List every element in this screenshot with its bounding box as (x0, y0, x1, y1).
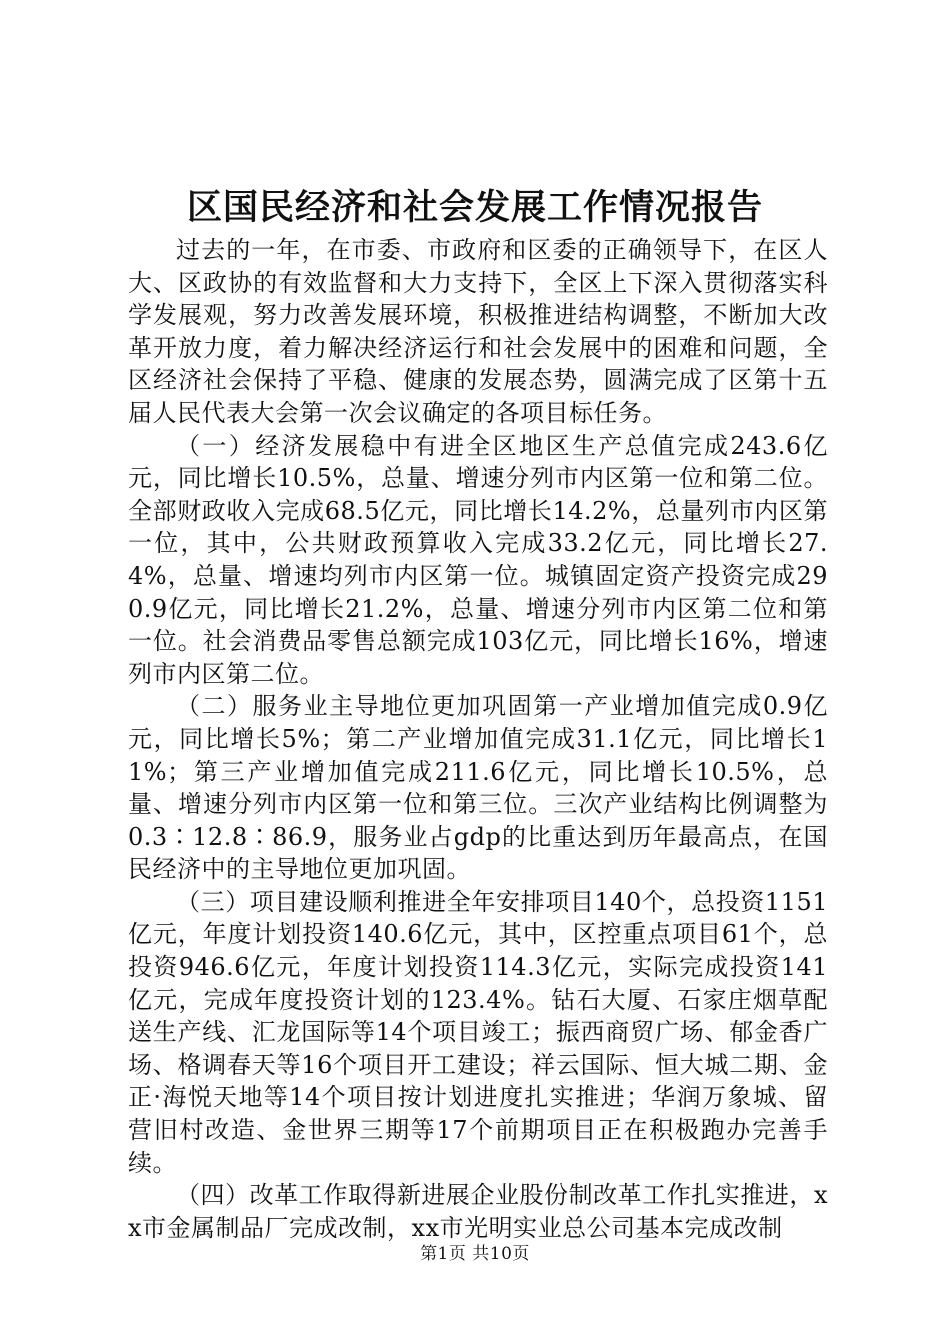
paragraph-economy: （一）经济发展稳中有进全区地区生产总值完成243.6亿元，同比增长10.5%，总量、增速分列市内区第一位和第二位。全部财政收入完成68.5亿元，同比增长14.2%，总量列市内区第一位，其中，公共财政预算收入完成33.2亿元，同比增长27.4%，总量、增速均列市内区第一位。城镇固定资产投资完成290.9亿元，同比增长21.2%，总量、增速分列市内区第二位和第一位。社会消费品零售总额完成103亿元，同比增长16%，增速列市内区第二位。 (128, 431, 828, 688)
page-footer: 第1页 共10页 (420, 1244, 530, 1264)
paragraph-reform: （四）改革工作取得新进展企业股份制改革工作扎实推进，xx市金属制品厂完成改制，xx市光明实业总公司基本完成改制 (128, 1181, 828, 1242)
paragraph-intro: 过去的一年，在市委、市政府和区委的正确领导下，在区人大、区政协的有效监督和大力支持下，全区上下深入贯彻落实科学发展观，努力改善发展环境，积极推进结构调整，不断加大改革开放力度，着力解决经济运行和社会发展中的困难和问题，全区经济社会保持了平稳、健康的发展态势，圆满完成了区第十五届人民代表大会第一次会议确定的各项目标任务。 (128, 236, 828, 427)
document-body (128, 234, 828, 1244)
document-title: 区国民经济和社会发展工作情况报告 (186, 187, 763, 228)
paragraph-projects: （三）项目建设顺利推进全年安排项目140个，总投资1151亿元，年度计划投资140.6亿元，其中，区控重点项目61个，总投资946.6亿元，年度计划投资114.3亿元，实际完成投资141亿元，完成年度投资计划的123.4%。钻石大厦、石家庄烟草配送生产线、汇龙国际等14个项目竣工；振西商贸广场、郁金香广场、格调春天等16个项目开工建设；祥云国际、恒大城二期、金正·海悦天地等14个项目按计划进度扎实推进；华润万象城、留营旧村改造、金世界三期等17个前期项目正在积极跑办完善手续。 (128, 887, 828, 1177)
paragraph-service-industry: （二）服务业主导地位更加巩固第一产业增加值完成0.9亿元，同比增长5%；第二产业增加值完成31.1亿元，同比增长11%；第三产业增加值完成211.6亿元，同比增长10.5%，总量、增速分列市内区第一位和第三位。三次产业结构比例调整为0.3∶12.8∶86.9，服务业占gdp的比重达到历年最高点，在国民经济中的主导地位更加巩固。 (128, 692, 828, 884)
